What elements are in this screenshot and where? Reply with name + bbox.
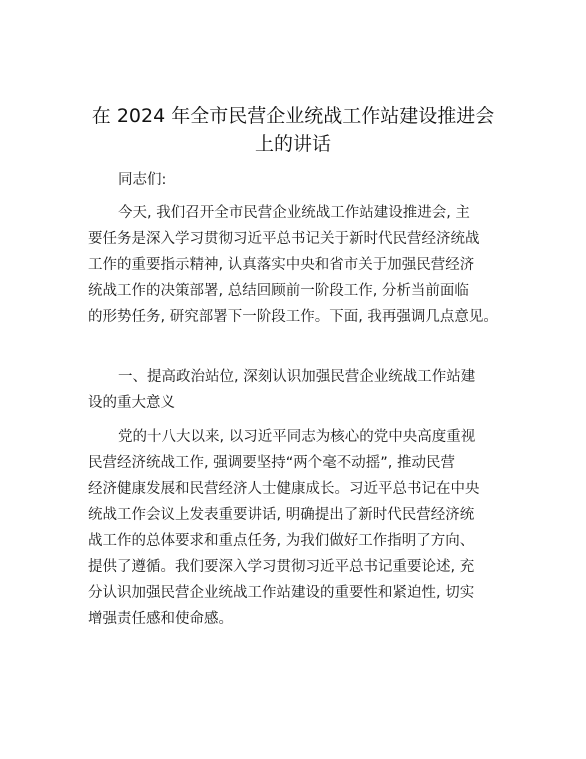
paragraph1-line-5: 的形势任务, 研究部署下一阶段工作。下面, 我再强调几点意见。 xyxy=(88,309,498,325)
section-heading-1-line-1: 一、提高政治站位, 深刻认识加强民营企业统战工作站建 xyxy=(118,369,476,385)
paragraph2-line-8: 增强责任感和使命感。 xyxy=(88,611,233,627)
paragraph2-line-5: 战工作的总体要求和重点任务, 为我们做好工作指明了方向、 xyxy=(88,533,475,549)
title-line-1: 在 2024 年全市民营企业统战工作站建设推进会 xyxy=(91,105,495,127)
paragraph2-line-7: 分认识加强民营企业统战工作站建设的重要性和紧迫性, 切实 xyxy=(88,585,475,601)
salutation: 同志们: xyxy=(118,172,167,188)
paragraph1-line-2: 要任务是深入学习贯彻习近平总书记关于新时代民营经济统战 xyxy=(88,231,480,247)
paragraph1-line-4: 统战工作的决策部署, 总结回顾前一阶段工作, 分析当前面临 xyxy=(88,283,469,299)
paragraph2-line-4: 统战工作会议上发表重要讲话, 明确提出了新时代民营经济统 xyxy=(88,507,475,523)
paragraph1-line-1: 今天, 我们召开全市民营企业统战工作站建设推进会, 主 xyxy=(118,205,470,221)
paragraph2-line-2: 民营经济统战工作, 强调要坚持“两个毫不动摇”, 推动民营 xyxy=(88,455,455,471)
section-heading-1-line-2: 设的重大意义 xyxy=(88,395,175,411)
paragraph2-line-3: 经济健康发展和民营经济人士健康成长。习近平总书记在中央 xyxy=(88,481,480,497)
paragraph2-line-6: 提供了遵循。我们要深入学习贯彻习近平总书记重要论述, 充 xyxy=(88,559,475,575)
document-title xyxy=(60,102,526,158)
paragraph2-line-1: 党的十八大以来, 以习近平同志为核心的党中央高度重视 xyxy=(118,429,476,445)
paragraph1-line-3: 工作的重要指示精神, 认真落实中央和省市关于加强民营经济 xyxy=(88,257,475,273)
title-line-2: 上的讲话 xyxy=(254,133,331,155)
